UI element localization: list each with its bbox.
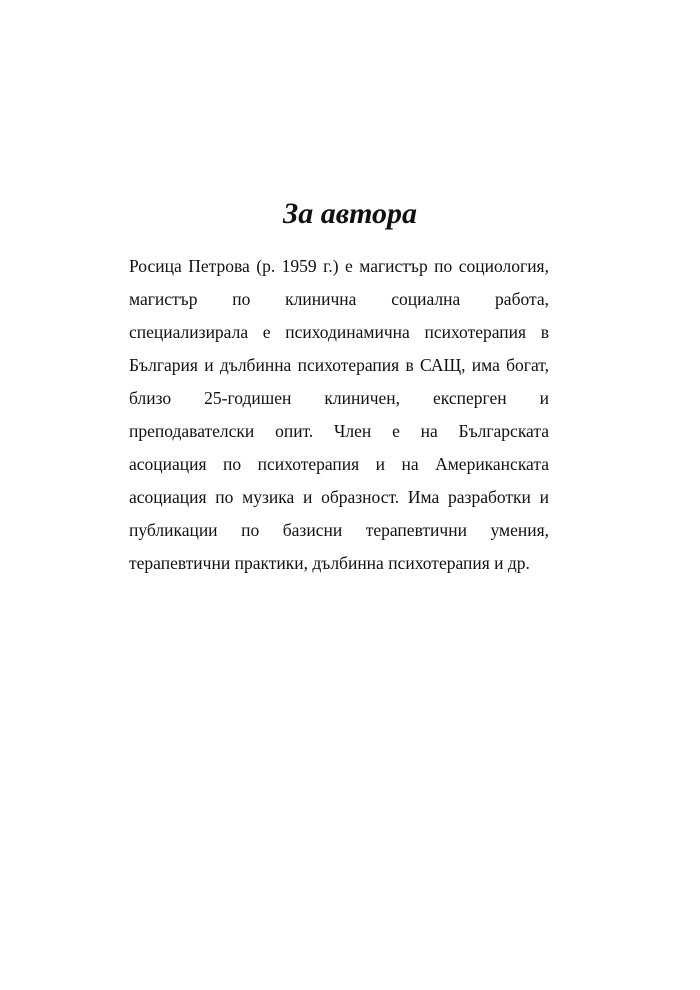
bio-line: Росица Петрова (р. 1959 г.) е магистър по социология, [129, 256, 549, 276]
bio-line: магистър по клинична социална работа, [129, 289, 549, 309]
bio-line: близо 25-годишен клиничен, експерген и [129, 388, 549, 408]
bio-line: терапевтични практики, дълбинна психотерапия и др. [129, 553, 530, 573]
page-title: За автора [282, 197, 418, 230]
bio-line: асоциация по психотерапия и на Американската [129, 454, 549, 474]
bio-line: публикации по базисни терапевтични умения, [129, 520, 549, 540]
author-bio [129, 250, 549, 580]
bio-line: преподавателски опит. Член е на Българската [129, 421, 549, 441]
bio-line: специализирала е психодинамична психотерапия в [129, 322, 549, 342]
bio-line: България и дълбинна психотерапия в САЩ, има богат, [129, 355, 549, 375]
bio-line: асоциация по музика и образност. Има разработки и [129, 487, 549, 507]
